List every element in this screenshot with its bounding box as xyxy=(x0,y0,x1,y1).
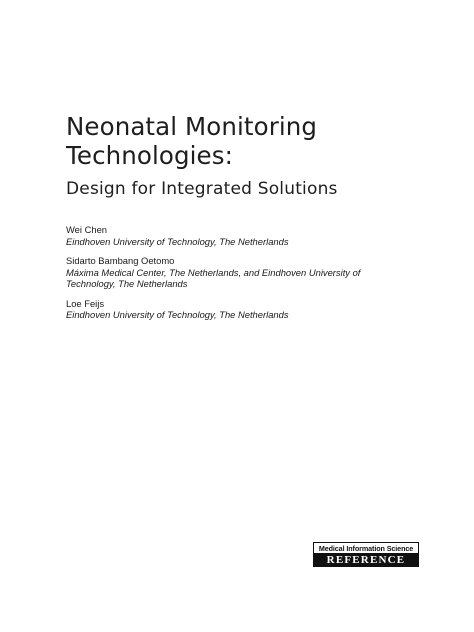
author-affiliation: Eindhoven University of Technology, The Netherlands xyxy=(66,309,289,320)
book-subtitle: Design for Integrated Solutions xyxy=(66,179,338,199)
author-entry xyxy=(66,224,426,247)
author-affiliation: Eindhoven University of Technology, The Netherlands xyxy=(66,235,289,247)
author-name: Sidarto Bambang Oetomo xyxy=(66,255,175,266)
author-name: Wei Chen xyxy=(66,224,107,235)
book-title xyxy=(66,112,446,170)
author-entry xyxy=(66,255,426,290)
publisher-imprint-logo xyxy=(313,542,419,568)
author-name: Loe Feijs xyxy=(66,297,105,309)
imprint-series-name: Medical Information Science xyxy=(313,542,419,553)
author-entry xyxy=(66,298,426,321)
book-title-line-1: Neonatal Monitoring xyxy=(66,112,318,141)
author-affiliation: Máxima Medical Center, The Netherlands, and Eindhoven University of xyxy=(66,266,361,278)
author-list xyxy=(66,224,426,329)
author-affiliation-continued: Technology, The Netherlands xyxy=(66,278,188,289)
imprint-reference-banner: REFERENCE xyxy=(313,553,419,567)
book-title-line-2: Technologies: xyxy=(66,141,233,170)
